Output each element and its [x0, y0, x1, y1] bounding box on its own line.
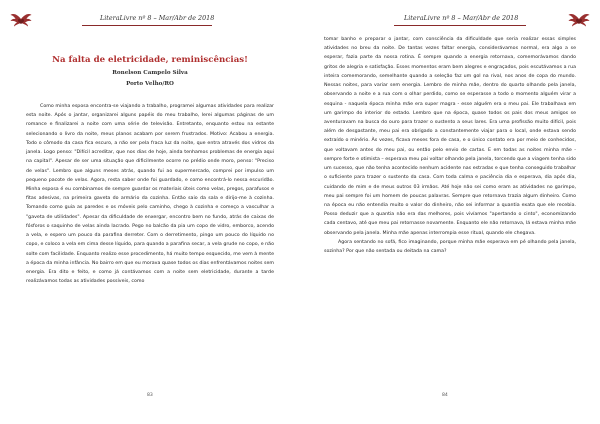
page-number: 84	[442, 393, 448, 398]
journal-header-title: LiteraLivre nº 8 – Mar/Abr de 2018	[404, 14, 519, 22]
article-location: Porto Velho/RO	[126, 81, 174, 87]
page-number: 83	[147, 393, 153, 398]
winged-heart-icon	[568, 12, 590, 28]
article-body-left	[26, 102, 274, 286]
body-paragraph: Como minha esposa encontra-se viajando a trabalho, programei algumas atividades para realizar esta noite. Após o jantar, organizarei alguns papéis do meu trabalho, lerei algumas páginas de um romance e finalizarei a noite com uma série de televisão. Entretanto, enquanto estou na estante selecionando o livro da noite, meus planos acabam por serem frustrados. Motivo: Acabou a energia. Todo o cômodo da casa fica escuro, a não ser pela fraca luz da noite, que entra através dos vidros da janela. Logo penso: "Difícil acreditar, que nos dias de hoje, ainda tenhamos problemas de energia aqui na capital". Apesar de ser uma situação que dificilmente ocorre no prédio onde moro, penso: "Preciso de velas". Lembro que alguns meses atrás, quando fui ao supermercado, comprei por impulso um pequeno pacote de velas. Agora, resta saber onde foi guardado, e como encontrá-lo nessa escuridão. Minha esposa é eu combinamos de sempre guardar os materiais úteis como velas, pregos, parafusos e fitas adesivas, na primeira gaveta do armário da cozinha. Então saio da sala e dirijo-me à cozinha. Tomando como guia as paredes e os móveis pelo caminho, chego à cozinha e começo a vasculhar a "gaveta de utilidades". Apesar da dificuldade de enxergar, encontro bem no fundo, atrás de caixas de fósforos o saquinho de velas ainda lacrado. Pego no balcão da pia um copo de vidro, emborco, acendo a vela, e espero um pouco da parafina derreter. Com o derretimento, pingo um pouco do líquido no copo, e coloco a vela em cima desse líquido, para quando a parafina secar, a vela grude no copo, e não solte com facilidade. Enquanto realizo esse procedimento, há muito tempo esquecido, me vem à mente a época da minha infância. No bairro em que eu morava quase todos os dias enfrentávamos noites sem energia. Era dito e feito, e como já contávamos com a noite sem eletricidade, durante a tarde realizávamos todas as atividades possíveis, como	[26, 104, 274, 285]
page-header	[300, 10, 600, 30]
article-author: Ronelson Campelo Silva	[112, 70, 188, 76]
article-body-right	[324, 35, 576, 256]
header-divider	[394, 25, 526, 26]
body-paragraph: tomar banho e preparar o jantar, com consciência da dificuldade que seria realizar essas simples atividades no breu da noite. De tantas vezes faltar energia, considerávamos normal, era algo a se esperar, fazia parte da nossa rotina. É sempre quando a energia retornava, comemorávamos dando gritos de alegria e satisfação. Esses momentos eram bem alegres e engraçados, pois escutávamos a rua inteira comemorando, semelhante quando a seleção faz um gol na rival, nos anos de copa do mundo. Nessas noites, para variar sem energia. Lembro de minha mãe, dentro do quarto olhando pela janela, observando a noite e a rua com o olhar perdido, como se esperasse a todo o momento alguém virar a esquina - naquela época minha mãe era super magra - esse alguém era o meu pai. Ele trabalhava em um garimpo do interior do estado. Lembro que na época, quase todos os pais dos meus amigos se aventuravam na busca do ouro para trazer o sustento a seus lares. Era uma profissão muito difícil, pois além de desgastante, meu pai era obrigado a constantemente viajar para o local, onde estava sendo extraído o minério. Às vezes, ficava meses fora de casa, e o único contato era por meio de conhecidos, que voltavam antes do meu pai, ou então pelo envio de cartas. E em todas as noites minha mãe - sempre forte e otimista – esperava meu pai voltar olhando pela janela, torcendo que a viagem tenha sido um sucesso, que não tenha acontecido nenhum acidente nas estradas e que tenha conseguido trabalhar o suficiente para trazer o sustento da casa. Com toda calma e paciência dia e esperava, dia após dia, cuidando de mim e de meus outros 03 irmãos. Até hoje não sei como eram as atividades no garimpo, meu pai sempre foi um homem de poucas palavras. Sempre que retornava trazia algum dinheiro. Como na época eu não entendia muito o valor do dinheiro, não sei informar a quantia exata que ele recebia. Posso deduzir que a quantia não era das melhores, pois vivíamos "apertando o cinto", economizando cada centavo, até que meu pai retornasse novamente. Enquanto ele não retornava, lá estava minha mãe observando pela janela. Minha mãe apenas interrompia esse ritual, quando ele chegava.	[324, 37, 576, 236]
body-paragraph: Agora sentando no sofá, fico imaginando, porque minha mãe esperava em pé olhando pela janela, sozinha? Por que não sentada ou deitada na cama?	[324, 239, 576, 255]
header-divider	[82, 25, 212, 26]
article-title: Na falta de eletricidade, reminiscências!	[52, 55, 248, 65]
page-header	[0, 10, 300, 30]
winged-heart-icon	[10, 12, 32, 28]
journal-header-title: LiteraLivre nº 8 – Mar/Abr de 2018	[100, 14, 215, 22]
right-page	[300, 0, 600, 424]
